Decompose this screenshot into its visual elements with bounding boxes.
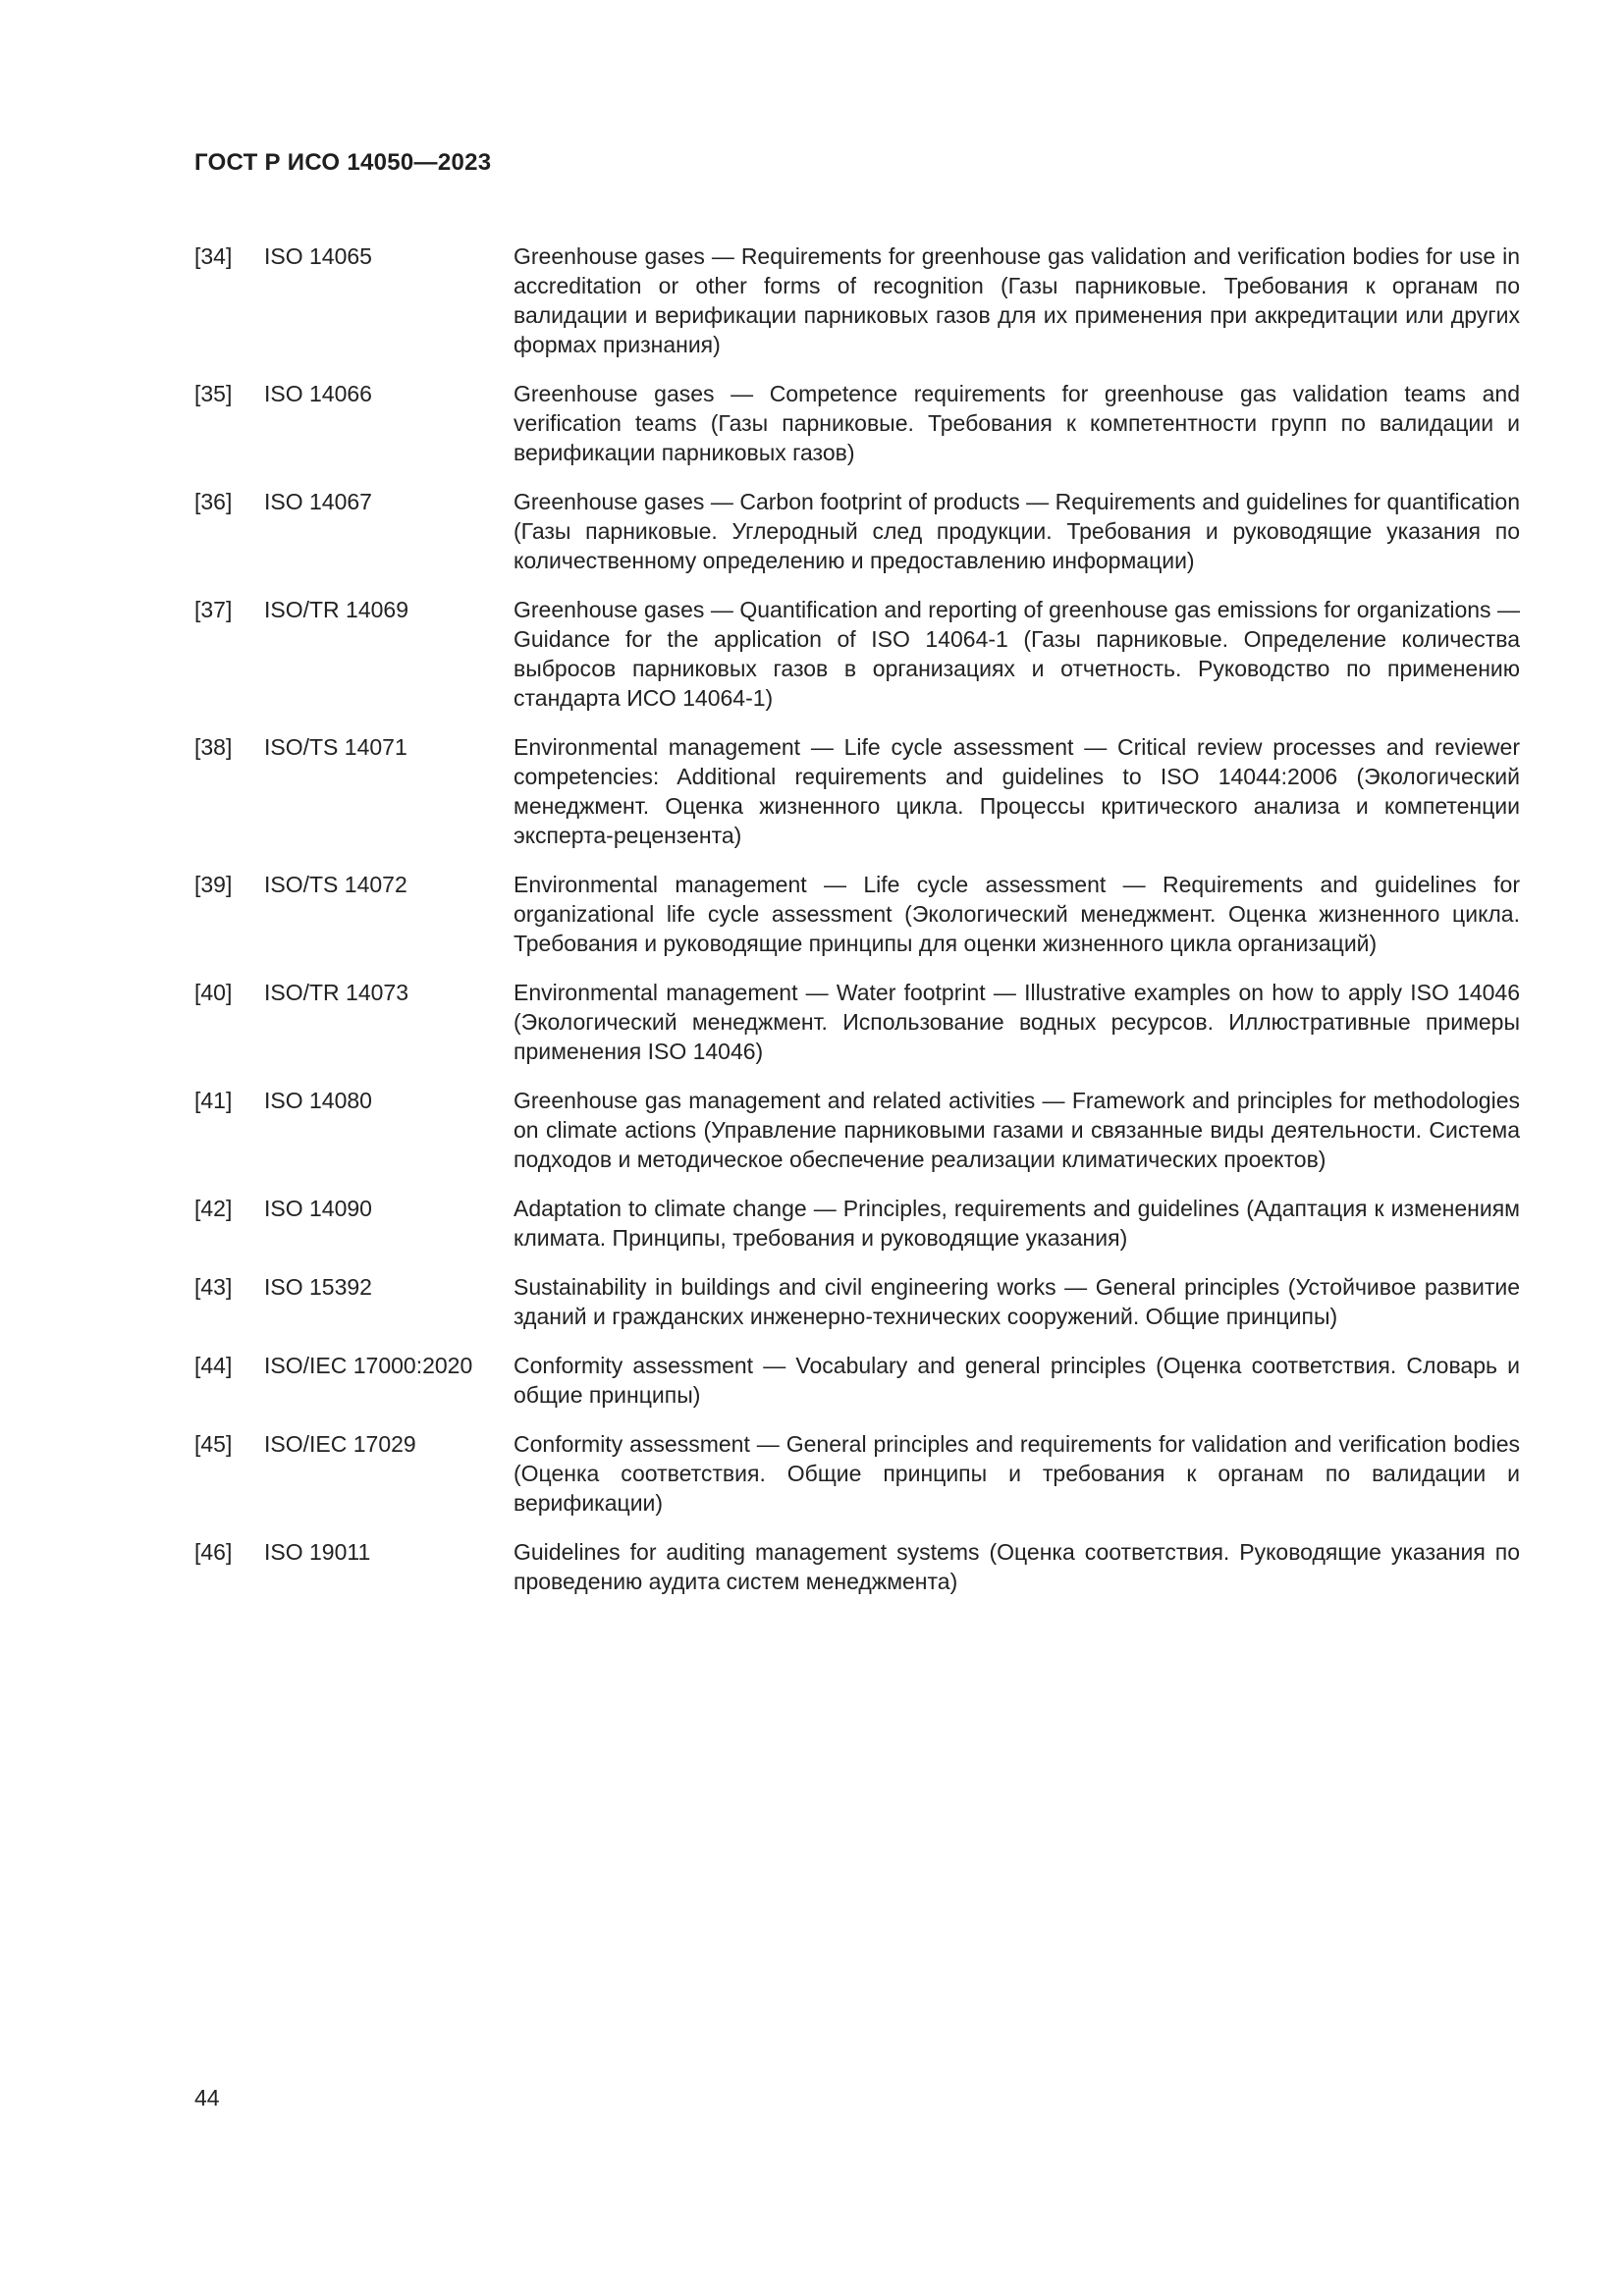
entry-number: [46]: [194, 1539, 233, 1565]
entry-standard-code: ISO/IEC 17029: [264, 1431, 416, 1457]
entry-title: Environmental management — Life cycle assessment — Requirements and guidelines for organizational life cycle assessment (Экологический менеджмент. Оценка жизненного цикла. Требования и руководящие принципы для оценки жизненного цикла организаций): [514, 872, 1520, 956]
entry-standard-code: ISO 14090: [264, 1196, 372, 1221]
entry-title: Greenhouse gases — Requirements for greenhouse gas validation and verification bodies for use in accreditation or other forms of recognition (Газы парниковые. Требования к органам по валидации и верификации парниковых газов для их применения при аккредитации или других формах признания): [514, 243, 1520, 357]
entry-number: [36]: [194, 489, 233, 514]
bibliography-entry: [194, 1086, 1520, 1174]
entry-number: [37]: [194, 597, 233, 622]
entry-standard-code: ISO 14065: [264, 243, 372, 269]
entry-title: Adaptation to climate change — Principles, requirements and guidelines (Адаптация к изменениям климата. Принципы, требования и руководящие указания): [514, 1196, 1520, 1251]
entry-number: [38]: [194, 734, 233, 760]
entry-title: Greenhouse gas management and related activities — Framework and principles for methodologies on climate actions (Управление парниковыми газами и связанные виды деятельности. Система подходов и методическое обеспечение реализации климатических проектов): [514, 1088, 1520, 1172]
entry-standard-code: ISO 14066: [264, 381, 372, 406]
entry-title: Environmental management — Water footprint — Illustrative examples on how to apply ISO 14046 (Экологический менеджмент. Использование водных ресурсов. Иллюстративные примеры применения ISO 14046): [514, 980, 1520, 1064]
entry-number: [40]: [194, 980, 233, 1005]
entry-standard-code: ISO/TS 14071: [264, 734, 407, 760]
bibliography-entry: [194, 1537, 1520, 1596]
bibliography-entry: [194, 732, 1520, 850]
entry-number: [41]: [194, 1088, 233, 1113]
entry-standard-code: ISO 19011: [264, 1539, 371, 1565]
bibliography-entry: [194, 870, 1520, 958]
entry-standard-code: ISO 14080: [264, 1088, 372, 1113]
entry-number: [45]: [194, 1431, 233, 1457]
entry-standard-code: ISO/TS 14072: [264, 872, 407, 897]
entry-title: Conformity assessment — General principles and requirements for validation and verification bodies (Оценка соответствия. Общие принципы и требования к органам по валидации и верификации): [514, 1431, 1520, 1516]
page-number: 44: [194, 2085, 220, 2110]
bibliography-entry: [194, 1194, 1520, 1253]
entry-standard-code: ISO/TR 14073: [264, 980, 409, 1005]
bibliography-entry: [194, 1429, 1520, 1518]
entry-title: Conformity assessment — Vocabulary and general principles (Оценка соответствия. Словарь и общие принципы): [514, 1353, 1520, 1408]
bibliography-entry: [194, 1351, 1520, 1410]
entry-number: [44]: [194, 1353, 233, 1378]
entry-title: Guidelines for auditing management systems (Оценка соответствия. Руководящие указания по проведению аудита систем менеджмента): [514, 1539, 1520, 1594]
entry-title: Greenhouse gases — Carbon footprint of products — Requirements and guidelines for quantification (Газы парниковые. Углеродный след продукции. Требования и руководящие указания по количественному определению и предоставлению информации): [514, 489, 1520, 573]
entry-standard-code: ISO 14067: [264, 489, 372, 514]
entry-number: [43]: [194, 1274, 233, 1300]
entry-title: Greenhouse gases — Quantification and reporting of greenhouse gas emissions for organizations — Guidance for the application of ISO 14064-1 (Газы парниковые. Определение количества выбросов парниковых газов в организациях и отчетность. Руководство по применению стандарта ИСО 14064-1): [514, 597, 1520, 711]
entry-standard-code: ISO 15392: [264, 1274, 372, 1300]
entry-title: Greenhouse gases — Competence requirements for greenhouse gas validation teams and verification teams (Газы парниковые. Требования к компетентности групп по валидации и верификации парниковых газов): [514, 381, 1520, 465]
entry-standard-code: ISO/TR 14069: [264, 597, 409, 622]
bibliography-entry: [194, 978, 1520, 1066]
bibliography-entry: [194, 379, 1520, 467]
entry-number: [39]: [194, 872, 233, 897]
bibliography-entry: [194, 595, 1520, 713]
entry-number: [42]: [194, 1196, 233, 1221]
entry-title: Environmental management — Life cycle assessment — Critical review processes and reviewer competencies: Additional requirements and guidelines to ISO 14044:2006 (Экологический менеджмент. Оценка жизненного цикла. Процессы критического анализа и компетенции эксперта-рецензента): [514, 734, 1520, 848]
entry-standard-code: ISO/IEC 17000:2020: [264, 1353, 473, 1378]
bibliography-list: [194, 241, 1520, 1616]
bibliography-entry: [194, 1272, 1520, 1331]
document-header-title: ГОСТ Р ИСО 14050—2023: [194, 149, 492, 176]
bibliography-entry: [194, 487, 1520, 575]
entry-number: [34]: [194, 243, 233, 269]
bibliography-entry: [194, 241, 1520, 359]
entry-title: Sustainability in buildings and civil engineering works — General principles (Устойчивое развитие зданий и гражданских инженерно-технических сооружений. Общие принципы): [514, 1274, 1520, 1329]
entry-number: [35]: [194, 381, 233, 406]
